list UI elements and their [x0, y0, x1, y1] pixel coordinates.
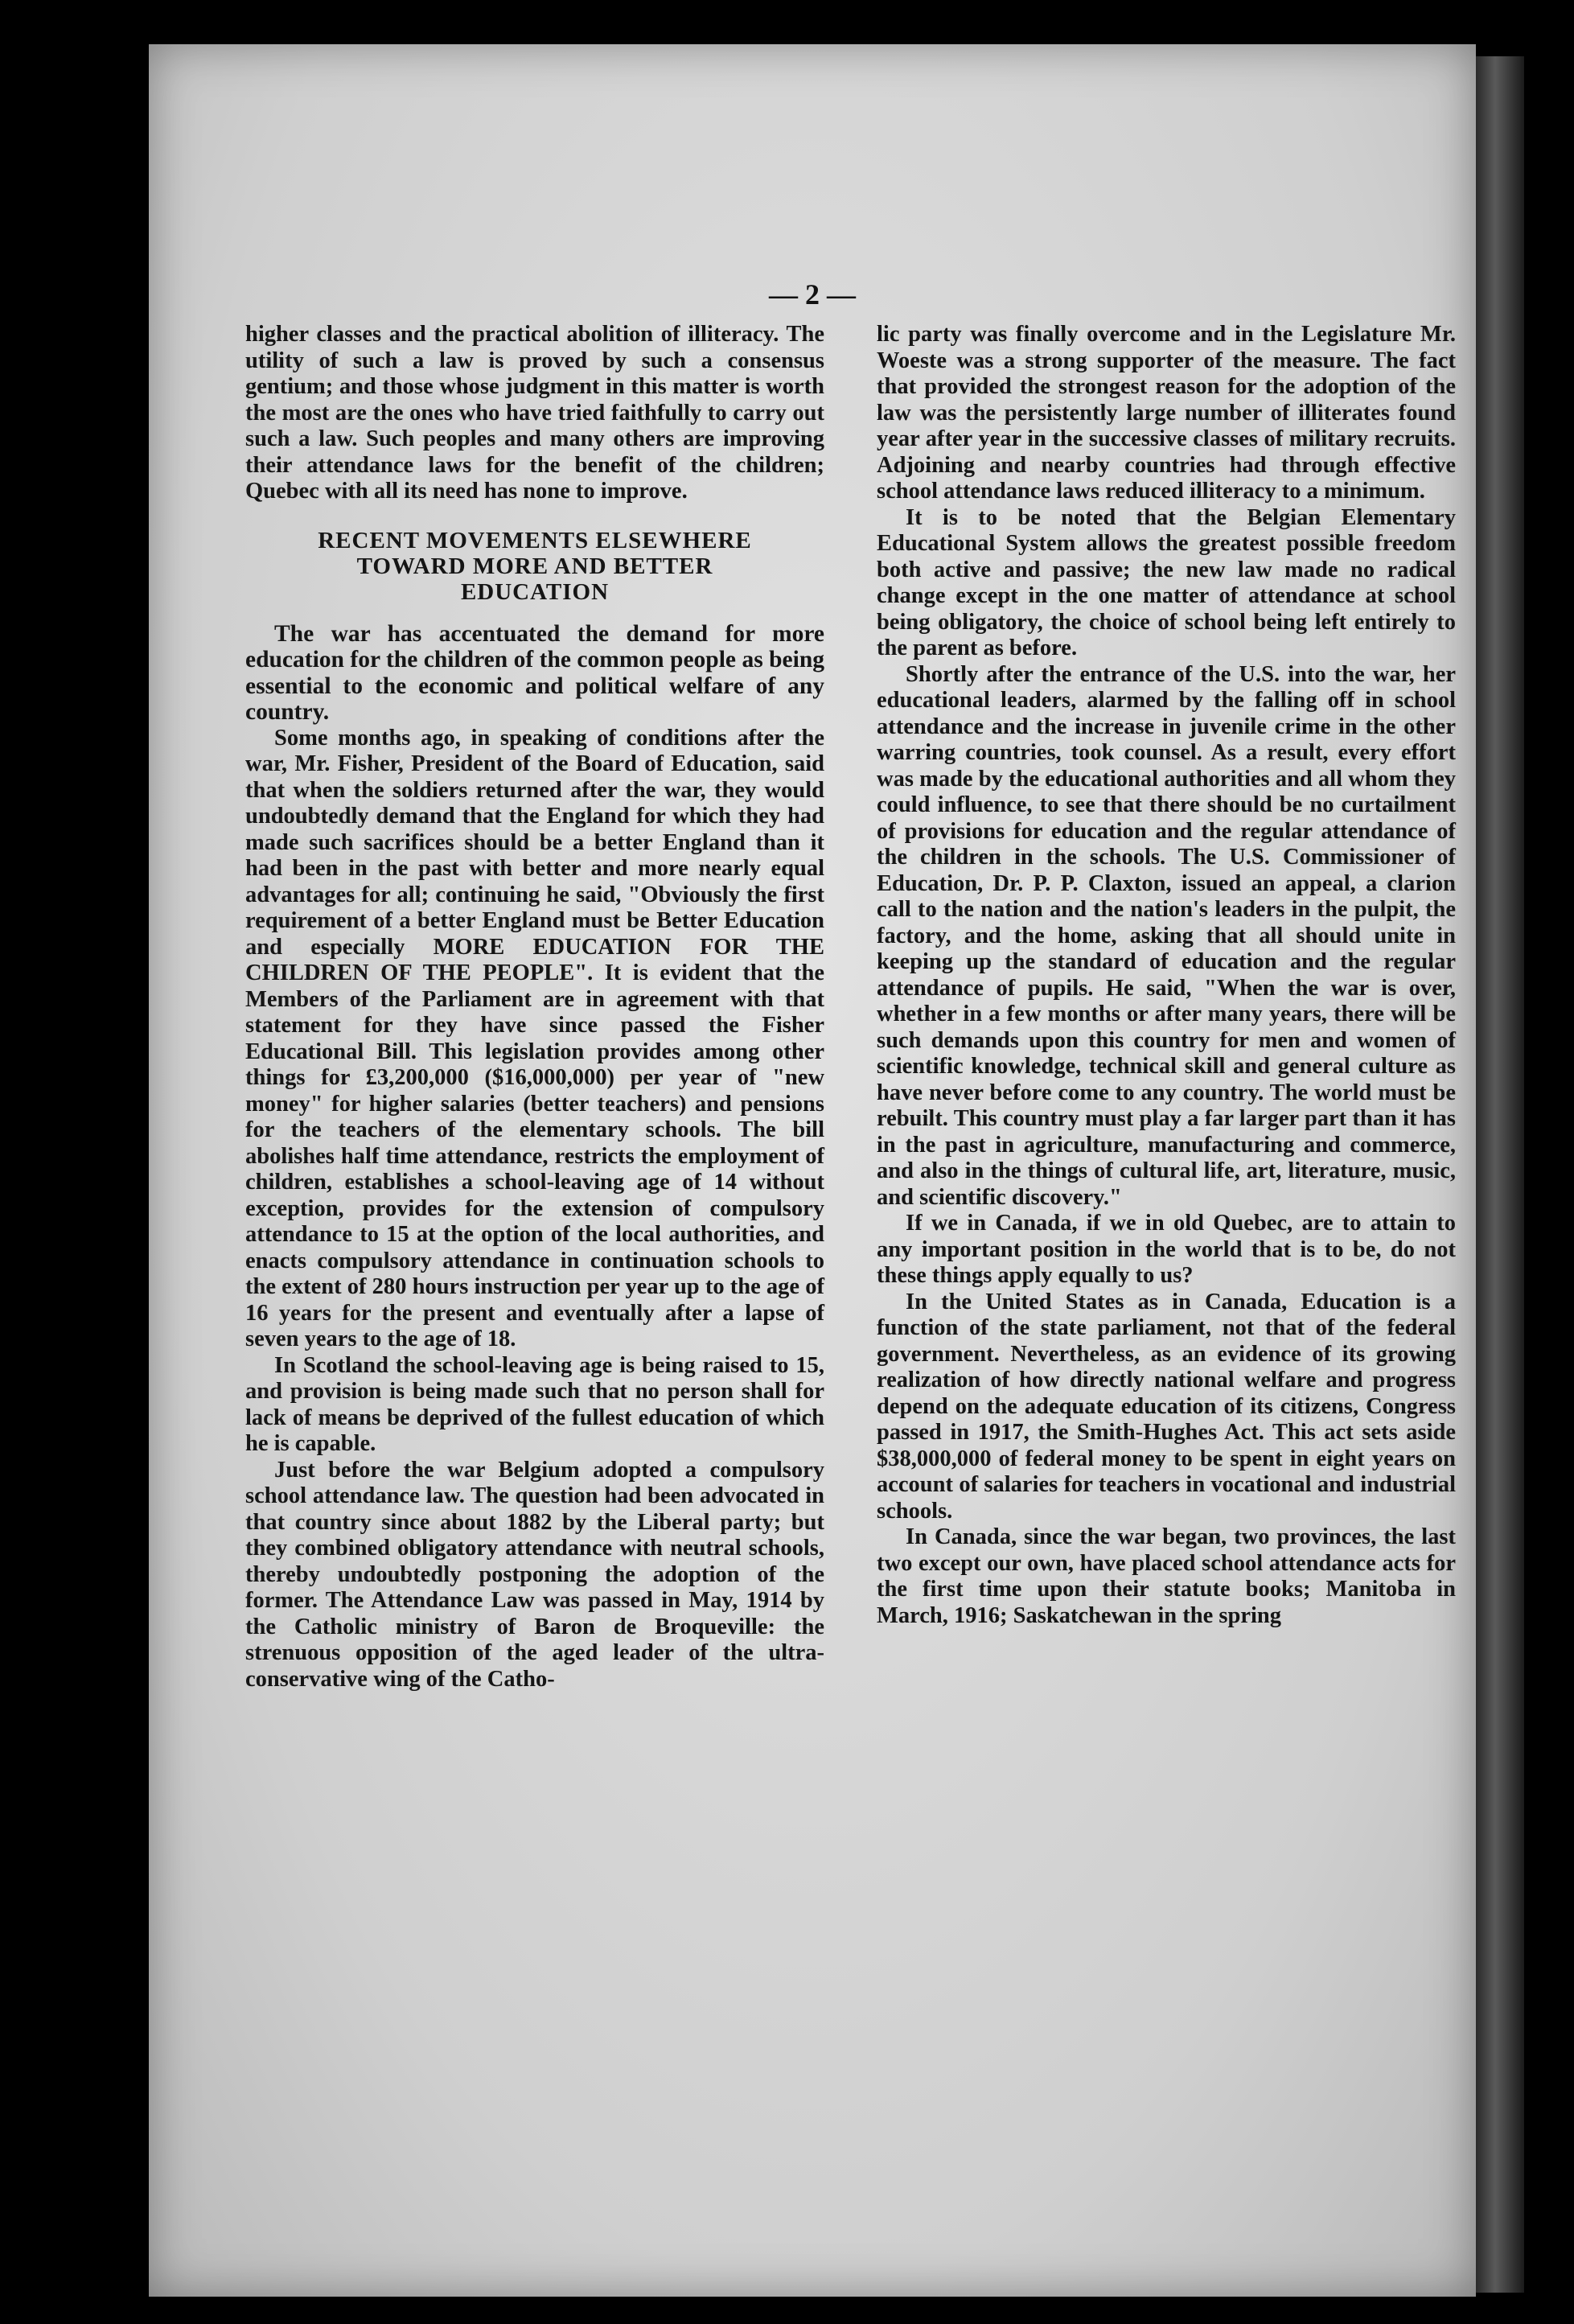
paragraph: If we in Canada, if we in old Quebec, are to attain to any important position in the world that is to be, do not these things apply equally to us? [877, 1211, 1456, 1288]
paragraph: The war has accentuated the demand for more education for the children of the common people as being essential to the economic and political welfare of any country. [245, 620, 824, 725]
paragraph: Just before the war Belgium adopted a compulsory school attendance law. The question had been advocated in that country since about 1882 by the Liberal party; but they combined obligatory attendance with neutral schools, thereby undoubtedly postponing the adoption of the former. The Attendance Law was passed in May, 1914 by the Catholic ministry of Baron de Broqueville: the strenuous opposition of the aged leader of the ultra-conservative wing of the Catho- [245, 1457, 824, 1692]
paragraph: It is to be noted that the Belgian Elementary Educational System allows the greatest possible freedom both active and passive; the new law made no radical change except in the one matter of attendance at school being obligatory, the choice of school being left entirely to the parent as before. [877, 504, 1456, 660]
right-column [877, 322, 1456, 1629]
heading-line: EDUCATION [460, 578, 610, 605]
left-column [245, 322, 824, 1693]
document-page [149, 44, 1476, 2297]
paragraph: In Canada, since the war began, two provinces, the last two except our own, have placed school attendance acts for the first time upon their statute books; Manitoba in March, 1916; Saskatchewan in the spring [877, 1524, 1456, 1628]
page-number: — 2 — [769, 278, 856, 311]
paragraph: In Scotland the school-leaving age is being raised to 15, and provision is being made such that no person shall for lack of means be deprived of the fullest education of which he is capable. [245, 1352, 824, 1456]
heading-line: TOWARD MORE AND BETTER [356, 553, 713, 579]
page-edge [1476, 56, 1524, 2293]
paragraph: In the United States as in Canada, Education is a function of the state parliament, not that of the federal government. Nevertheless, as an evidence of its growing realization of how directly national welfare and progress depend on the adequate education of its citizens, Congress passed in 1917, the Smith-Hughes Act. This act sets aside $38,000,000 of federal money to be spent in eight years on account of salaries for teachers in vocational and industrial schools. [877, 1289, 1456, 1524]
paragraph: higher classes and the practical abolition of illiteracy. The utility of such a law is proved by such a consensus gentium; and those whose judgment in this matter is worth the most are the ones who have tried faithfully to carry out such a law. Such peoples and many others are improving their attendance laws for the benefit of the children; Quebec with all its need has none to improve. [245, 322, 824, 504]
section-heading [245, 528, 824, 605]
paragraph: lic party was finally overcome and in the Legislature Mr. Woeste was a strong supporter of the measure. The fact that provided the strongest reason for the adoption of the law was the persistently large number of illiterates found year after year in the successive classes of military recruits. Adjoining and nearby countries had through effective school attendance laws reduced illiteracy to a minimum. [877, 322, 1456, 504]
paragraph: Shortly after the entrance of the U.S. into the war, her educational leaders, alarmed by the falling off in school attendance and the increase in juvenile crime in the other warring countries, took counsel. As a result, every effort was made by the educational authorities and all whom they could influence, to see that there should be no curtailment of provisions for education and the regular attendance of the children in the schools. The U.S. Commissioner of Education, Dr. P. P. Claxton, issued an appeal, a clarion call to the nation and the nation's leaders in the pulpit, the factory, and the home, asking that all should unite in keeping up the standard of education and the regular attendance of pupils. He said, "When the war is over, whether in a few months or after many years, there will be such demands upon this country for men and women of scientific knowledge, technical skill and general culture as have never before come to any country. The world must be rebuilt. This country must play a far larger part than it has in the past in agriculture, manufacturing and commerce, and also in the things of cultural life, art, literature, music, and scientific discovery." [877, 661, 1456, 1210]
heading-line: RECENT MOVEMENTS ELSEWHERE [318, 527, 752, 553]
paragraph: Some months ago, in speaking of conditions after the war, Mr. Fisher, President of the Board of Education, said that when the soldiers returned after the war, they would undoubtedly demand that the England for which they had made such sacrifices should be a better England than it had been in the past with better and more nearly equal advantages for all; continuing he said, "Obviously the first requirement of a better England must be Better Education and especially MORE EDUCATION FOR THE CHILDREN OF THE PEOPLE". It is evident that the Members of the Parliament are in agreement with that statement for they have since passed the Fisher Educational Bill. This legislation provides among other things for £3,200,000 ($16,000,000) per year of "new money" for higher salaries (better teachers) and pensions for the teachers of the elementary schools. The bill abolishes half time attendance, restricts the employment of children, establishes a school-leaving age of 14 without exception, provides for the extension of compulsory attendance to 15 at the option of the local authorities, and enacts compulsory attendance in continuation schools to the extent of 280 hours instruction per year up to the age of 16 years for the present and eventually after a lapse of seven years to the age of 18. [245, 725, 824, 1351]
